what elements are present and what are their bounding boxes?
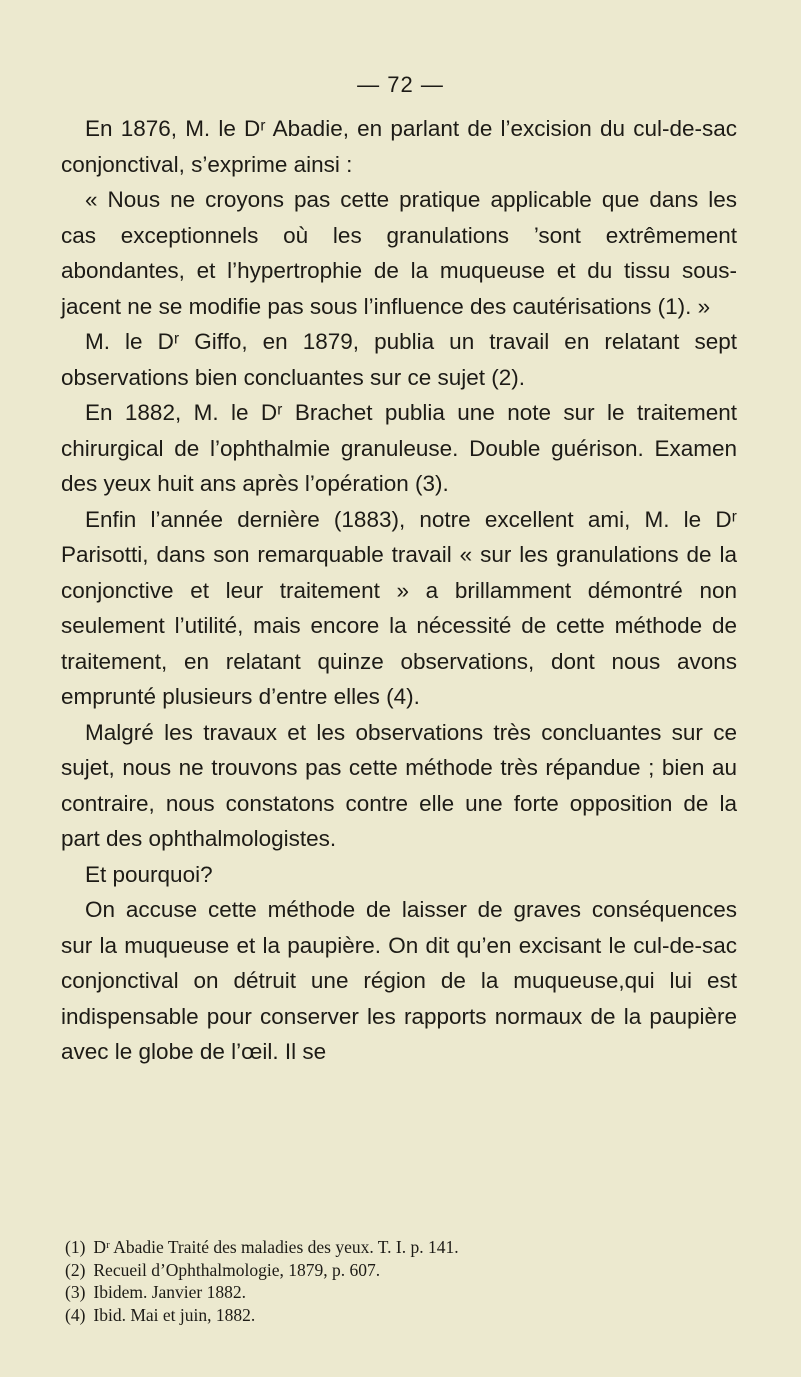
footnote — [65, 1236, 737, 1259]
footnote-text: Recueil d’Ophthalmologie, 1879, p. 607. — [93, 1259, 381, 1280]
paragraph-accusation: On accuse cette méthode de laisser de graves conséquences sur la muqueuse et la paupière. On dit qu’en excisant le cul-de-sac conjonctival on détruit une région de la muqueuse,qui lui est indispensable pour conserver les rapports normaux de la paupière avec le globe de l’œil. Il se — [61, 897, 737, 1064]
page-number: — 72 — — [357, 72, 444, 97]
paragraph-brachet: En 1882, M. le Dʳ Brachet publia une note sur le traitement chirurgical de l’ophthalmie granuleuse. Double guérison. Examen des yeux huit ans après l’opération (3). — [61, 400, 737, 496]
footnote-text: Dʳ Abadie Traité des maladies des yeux. T. I. p. 141. — [93, 1237, 459, 1257]
footnote-number: (1) — [65, 1237, 86, 1257]
body-text — [61, 111, 737, 1070]
paragraph-question: Et pourquoi? — [85, 861, 213, 887]
footnote — [65, 1259, 737, 1282]
paragraph-quote: « Nous ne croyons pas cette pratique applicable que dans les cas exceptionnels où les granulations ’sont extrêmement abondantes, et l’hypertrophie de la muqueuse et du tissu sous-jacent ne se modifie pas sous l’influence des cautérisations (1). » — [61, 187, 737, 319]
footnote-text: Ibidem. Janvier 1882. — [93, 1282, 246, 1302]
paragraph-abadie: En 1876, M. le Dʳ Abadie, en parlant de l’excision du cul-de-sac conjonctival, s’exprime ainsi : — [61, 116, 737, 177]
footnote — [65, 1304, 737, 1327]
footnote-number: (4) — [65, 1304, 86, 1325]
footnote-text: Ibid. Mai et juin, 1882. — [93, 1304, 256, 1325]
footnote-number: (3) — [65, 1282, 86, 1302]
paragraph-giffo: M. le Dʳ Giffo, en 1879, publia un travail en relatant sept observations bien concluantes sur ce sujet (2). — [61, 329, 737, 390]
footnote-number: (2) — [65, 1259, 86, 1280]
paragraph-parisotti: Enfin l’année dernière (1883), notre excellent ami, M. le Dʳ Parisotti, dans son remarquable travail « sur les granulations de la conjonctive et leur traitement » a brillamment démontré non seulement l’utilité, mais encore la nécessité de cette méthode de traitement, en relatant quinze observations, dont nous avons emprunté plusieurs d’entre elles (4). — [61, 506, 737, 709]
footnotes — [65, 1236, 737, 1326]
footnote — [65, 1281, 737, 1304]
paragraph-opposition: Malgré les travaux et les observations très concluantes sur ce sujet, nous ne trouvons pas cette méthode très répandue ; bien au contraire, nous constatons contre elle une forte opposition de la part des ophthalmologistes. — [61, 719, 737, 851]
